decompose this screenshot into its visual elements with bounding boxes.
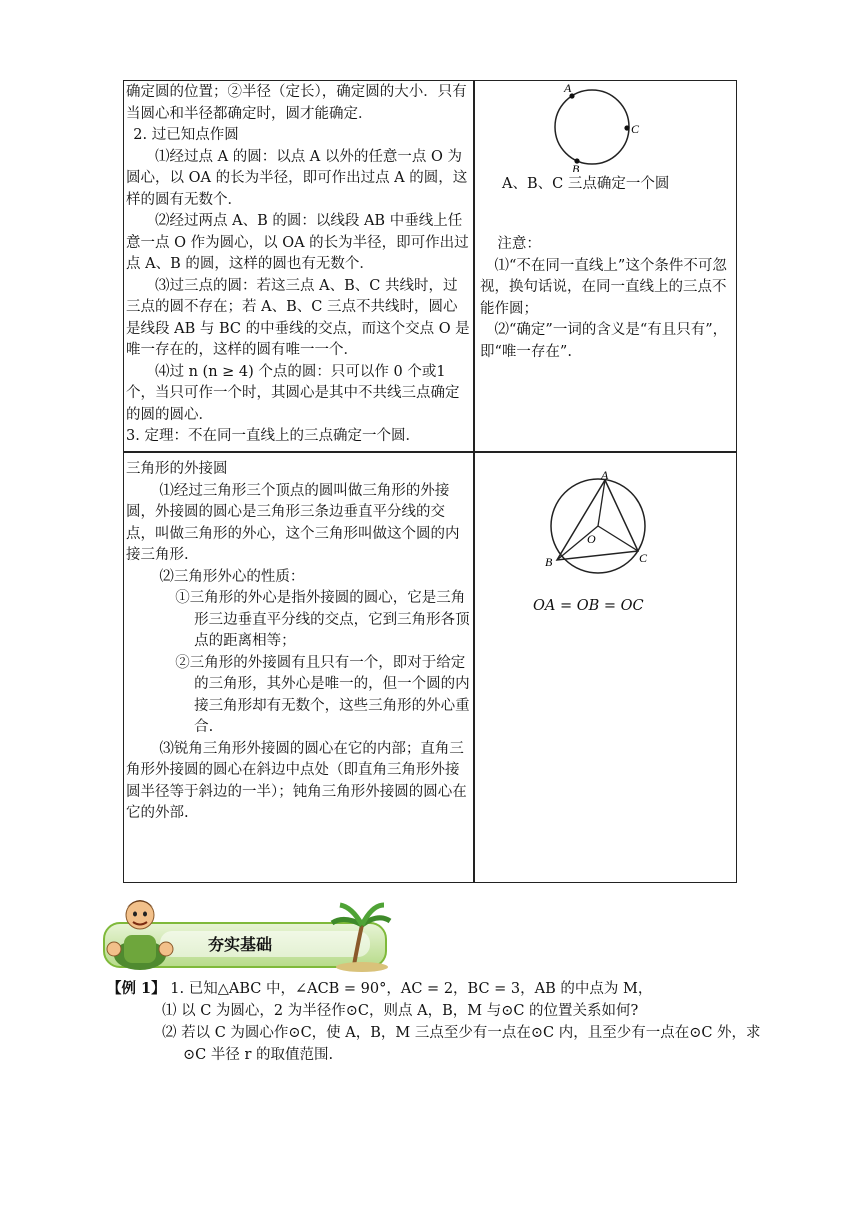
circle-caption: A、B、C 三点确定一个圆 (502, 176, 670, 192)
row1-text-2: 2. 过已知点作圆 (133, 127, 239, 143)
table-column-divider (473, 80, 475, 883)
row2-text-1: ⑴经过三角形三个顶点的圆叫做三角形的外接圆，外接圆的圆心是三角形三条边垂直平分线的交点，叫做三角形的外心，这个三角形叫做这个圆的内接三角形. (126, 482, 460, 563)
row1-text-3: ⑴经过点 A 的圆：以点 A 以外的任意一点 O 为圆心，以 OA 的长为半径，即可作出过点 A 的圆，这样的圆有无数个． (126, 148, 468, 208)
section-banner (100, 893, 395, 973)
row1-right-notes (480, 234, 730, 363)
vertex-a-label: A (601, 468, 609, 482)
point-c-label: C (631, 122, 640, 136)
three-point-circle-figure (540, 82, 650, 172)
example-stem-line (107, 978, 767, 1000)
row1-text-6: ⑷过 n (n ≥ 4) 个点的圆：只可以作 0 个或1个，当只可作一个时，其圆心是其中不共线三点确定的圆的圆心． (126, 363, 460, 423)
row1-left-cell (126, 82, 470, 448)
row1-text-7: 3. 定理：不在同一直线上的三点确定一个圆． (126, 428, 420, 444)
row1-text-5: ⑶过三点的圆：若这三点 A、B、C 共线时，过三点的圆不存在；若 A、B、C 三点不共线时，圆心是线段 AB 与 BC 的中垂线的交点，而这个交点 O 是唯一存在的，这样的圆有唯一一个． (126, 277, 470, 358)
row2-text-4: ②三角形的外接圆有且只有一个，即对于给定的三角形，其外心是唯一的，但一个圆的内接三角形却有无数个，这些三角形的外心重合. (175, 654, 470, 735)
example-question-2: ⑵ 若以 C 为圆心作⊙C，使 A，B，M 三点至少有一点在⊙C 内，且至少有一点在⊙C 外，求⊙C 半径 r 的取值范围. (162, 1025, 761, 1063)
example-label: 【例 1】 (107, 980, 166, 997)
circumcircle-figure (535, 466, 665, 576)
row1-text-4: ⑵经过两点 A、B 的圆：以线段 AB 中垂线上任意一点 O 作为圆心，以 OA 的长为半径，即可作出过点 A、B 的圆，这样的圆也有无数个． (126, 213, 469, 272)
example-block (107, 978, 767, 1066)
example-question-1: ⑴ 以 C 为圆心，2 为半径作⊙C，则点 A，B，M 与⊙C 的位置关系如何? (162, 1003, 639, 1019)
row2-text-5: ⑶锐角三角形外接圆的圆心在它的内部；直角三角形外接圆的圆心在斜边中点处（即直角三角形外接圆半径等于斜边的一半）；钝角三角形外接圆的圆心在它的外部. (126, 740, 467, 821)
point-c-marker (624, 125, 629, 130)
row2-heading: 三角形的外接圆 (126, 461, 228, 477)
note-title: 注意： (497, 236, 541, 252)
table-row-divider (123, 451, 737, 453)
note-1: ⑴“不在同一直线上”这个条件不可忽视，换句话说，在同一直线上的三点不能作圆； (480, 257, 727, 317)
row2-left-cell (126, 459, 470, 825)
point-a-label: A (564, 82, 572, 95)
point-b-label: B (572, 162, 580, 172)
row2-text-2: ⑵三角形外心的性质： (159, 568, 305, 585)
note-2: ⑵“确定”一词的含义是“有且只有”，即“唯一存在”. (480, 322, 728, 360)
row2-text-3: ①三角形的外心是指外接圆的圆心，它是三角形三边垂直平分线的交点，它到三角形各顶点的距离相等； (175, 590, 470, 649)
row1-text-1: 确定圆的位置；②半径（定长），确定圆的大小．只有当圆心和半径都确定时，圆才能确定． (126, 84, 467, 122)
vertex-c-label: C (639, 551, 648, 565)
inscribed-triangle (557, 480, 638, 560)
vertex-b-label: B (545, 555, 553, 569)
banner-title: 夯实基础 (208, 935, 273, 954)
radius-equation: OA = OB = OC (533, 598, 644, 614)
center-o-label: O (587, 532, 596, 546)
example-stem: 1. 已知△ABC 中，∠ACB = 90°，AC = 2，BC = 3，AB 的中点为 M， (170, 981, 653, 997)
